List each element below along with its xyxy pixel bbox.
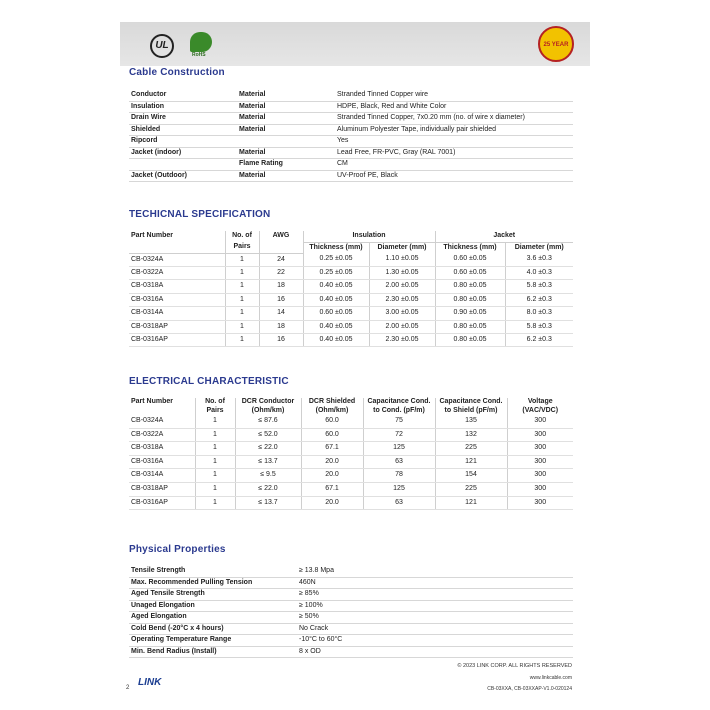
table-cell: 300 [507,469,573,483]
technical-spec-title: TECHICNAL SPECIFICATION [129,209,271,220]
property-name: Unaged Elongation [129,600,297,612]
table-cell: 300 [507,496,573,510]
table-cell: CB-0316A [129,293,225,306]
table-cell: 1 [195,482,235,496]
property-type: Flame Rating [237,159,335,171]
cable-construction-table [129,90,573,182]
property-value: Yes [335,136,573,148]
table-row [129,253,573,266]
table-row [129,566,573,577]
table-cell: CB-0324A [129,415,195,428]
property-type [237,136,335,148]
table-cell: 18 [259,280,303,293]
ul-logo: UL [150,34,174,58]
property-name: Max. Recommended Pulling Tension [129,577,297,589]
column-header: No. of Pairs [195,398,235,415]
table-cell: 300 [507,428,573,442]
table-cell: 0.80 ±0.05 [435,333,505,346]
datasheet-page [120,22,590,694]
table-cell: 1 [195,428,235,442]
col-jacket-diameter: Diameter (mm) [514,243,564,251]
table-cell: 2.30 ±0.05 [369,293,435,306]
table-row [129,293,573,306]
table-cell: CB-0322A [129,428,195,442]
table-row [129,170,573,182]
table-cell: 135 [435,415,507,428]
property-name: Shielded [129,124,237,136]
property-name: Drain Wire [129,113,237,125]
table-cell: 1 [195,415,235,428]
table-cell: 0.60 ±0.05 [303,307,369,320]
table-cell: 8.0 ±0.3 [505,307,573,320]
table-cell: ≤ 52.0 [235,428,301,442]
table-cell: 1 [195,469,235,483]
table-cell: CB-0324A [129,253,225,266]
table-cell: 0.25 ±0.05 [303,253,369,266]
physical-table [129,566,573,658]
leaf-icon [190,32,212,52]
table-cell: CB-0316A [129,455,195,469]
property-value: CM [335,159,573,171]
copyright: © 2023 LINK CORP. ALL RIGHTS RESERVED [457,663,572,669]
table-cell: 1 [225,307,259,320]
electrical-title: ELECTRICAL CHARACTERISTIC [129,376,289,387]
property-name: Operating Temperature Range [129,635,297,647]
column-header: DCR Conductor (Ohm/km) [235,398,301,415]
table-row [129,428,573,442]
col-pairs: No. of Pairs [225,231,259,253]
table-row [129,280,573,293]
table-cell: 2.00 ±0.05 [369,320,435,333]
table-row [129,415,573,428]
table-cell: 22 [259,266,303,279]
table-cell: 1 [225,253,259,266]
table-row [129,124,573,136]
table-cell: 300 [507,442,573,456]
property-name: Conductor [129,90,237,101]
table-row [129,307,573,320]
table-cell: 5.8 ±0.3 [505,280,573,293]
property-name [129,159,237,171]
table-cell: 0.25 ±0.05 [303,266,369,279]
table-row [129,623,573,635]
property-type: Material [237,101,335,113]
table-cell: 1.30 ±0.05 [369,266,435,279]
table-row [129,455,573,469]
property-value: ≥ 13.8 Mpa [297,566,573,577]
table-cell: 225 [435,442,507,456]
property-value: No Crack [297,623,573,635]
table-cell: 1 [195,496,235,510]
table-cell: 1 [225,320,259,333]
table-cell: CB-0316AP [129,333,225,346]
property-name: Ripcord [129,136,237,148]
link-logo: LINK [138,677,162,688]
table-cell: 300 [507,482,573,496]
table-cell: 67.1 [301,482,363,496]
table-cell: 16 [259,293,303,306]
table-cell: 0.90 ±0.05 [435,307,505,320]
property-value: Lead Free, FR-PVC, Gray (RAL 7001) [335,147,573,159]
column-header: Capacitance Cond. to Cond. (pF/m) [363,398,435,415]
table-cell: CB-0318A [129,280,225,293]
col-part-number: Part Number [129,231,225,253]
table-cell: 1 [195,455,235,469]
property-name: Jacket (Outdoor) [129,170,237,182]
table-cell: CB-0318AP [129,482,195,496]
technical-spec-table [129,231,573,347]
table-cell: 125 [363,482,435,496]
property-value: 460N [297,577,573,589]
table-cell: 0.40 ±0.05 [303,293,369,306]
table-cell: 300 [507,455,573,469]
table-row [129,577,573,589]
table-row [129,442,573,456]
table-cell: 20.0 [301,455,363,469]
table-cell: 0.80 ±0.05 [435,280,505,293]
table-cell: ≤ 22.0 [235,442,301,456]
cable-construction-title: Cable Construction [129,67,225,78]
table-row [129,612,573,624]
document-code: CB-03XXA, CB-03XXAP-V1.0-020124 [487,686,572,692]
col-ins-thickness: Thickness (mm) [303,242,369,253]
table-cell: 0.80 ±0.05 [435,320,505,333]
table-row [129,482,573,496]
property-value: Aluminum Polyester Tape, individually pair shielded [335,124,573,136]
table-row [129,90,573,101]
col-insulation: Insulation [303,231,435,242]
column-header: Voltage (VAC/VDC) [522,398,559,414]
table-row [129,496,573,510]
table-row [129,266,573,279]
table-cell: 18 [259,320,303,333]
table-cell: ≤ 13.7 [235,455,301,469]
table-cell: 1 [225,280,259,293]
table-cell: 5.8 ±0.3 [505,320,573,333]
table-cell: 121 [435,496,507,510]
table-cell: CB-0318A [129,442,195,456]
table-cell: 20.0 [301,496,363,510]
rohs-logo [190,32,214,56]
warranty-badge: 25 YEAR [538,26,574,62]
table-cell: CB-0314A [129,469,195,483]
table-row [129,333,573,346]
table-row [129,469,573,483]
table-cell: 0.60 ±0.05 [435,266,505,279]
table-cell: ≤ 87.6 [235,415,301,428]
table-row [129,635,573,647]
property-name: Insulation [129,101,237,113]
property-value: -10°C to 60°C [297,635,573,647]
table-cell: 72 [363,428,435,442]
table-cell: 3.6 ±0.3 [505,253,573,266]
property-value: ≥ 85% [297,589,573,601]
table-row [129,101,573,113]
table-cell: ≤ 13.7 [235,496,301,510]
table-cell: 0.40 ±0.05 [303,280,369,293]
table-cell: ≤ 9.5 [235,469,301,483]
table-cell: 78 [363,469,435,483]
table-cell: 60.0 [301,415,363,428]
table-cell: 6.2 ±0.3 [505,293,573,306]
table-cell: 6.2 ±0.3 [505,333,573,346]
table-cell: CB-0316AP [129,496,195,510]
table-cell: 16 [259,333,303,346]
table-cell: CB-0318AP [129,320,225,333]
table-cell: 63 [363,455,435,469]
table-cell: 225 [435,482,507,496]
table-row [129,320,573,333]
website-link[interactable]: www.linkcable.com [529,675,572,681]
col-ins-diameter: Diameter (mm) [369,242,435,253]
table-cell: 63 [363,496,435,510]
table-cell: 132 [435,428,507,442]
table-row [129,159,573,171]
rohs-label: RoHS [192,52,206,58]
property-value: Stranded Tinned Copper, 7x0.20 mm (no. of wire x diameter) [335,113,573,125]
column-header: Capacitance Cond. to Shield (pF/m) [435,398,507,415]
table-cell: 60.0 [301,428,363,442]
table-row [129,600,573,612]
table-row [129,113,573,125]
physical-title: Physical Properties [129,544,226,555]
table-cell: 20.0 [301,469,363,483]
page-number: 2 [126,685,130,691]
property-type: Material [237,113,335,125]
property-name: Jacket (indoor) [129,147,237,159]
electrical-table [129,398,573,510]
col-jacket-thickness: Thickness (mm) [435,242,505,253]
table-cell: 4.0 ±0.3 [505,266,573,279]
table-cell: ≤ 22.0 [235,482,301,496]
table-cell: 0.80 ±0.05 [435,293,505,306]
table-cell: 1 [225,266,259,279]
table-cell: 67.1 [301,442,363,456]
table-cell: 2.00 ±0.05 [369,280,435,293]
table-cell: 1 [195,442,235,456]
property-name: Aged Elongation [129,612,297,624]
property-value: ≥ 100% [297,600,573,612]
column-header: DCR Shielded (Ohm/km) [301,398,363,415]
table-cell: 1 [225,333,259,346]
property-value: Stranded Tinned Copper wire [335,90,573,101]
table-cell: 0.40 ±0.05 [303,333,369,346]
property-value: ≥ 50% [297,612,573,624]
table-cell: 125 [363,442,435,456]
table-cell: 1.10 ±0.05 [369,253,435,266]
table-cell: 121 [435,455,507,469]
column-header: Part Number [129,398,195,415]
table-cell: 1 [225,293,259,306]
table-cell: 3.00 ±0.05 [369,307,435,320]
table-cell: 24 [259,253,303,266]
property-value: 8 x OD [297,646,573,658]
table-cell: 0.60 ±0.05 [435,253,505,266]
table-cell: CB-0322A [129,266,225,279]
table-row [129,136,573,148]
table-cell: 300 [507,415,573,428]
property-type: Material [237,170,335,182]
table-cell: 154 [435,469,507,483]
property-value: HDPE, Black, Red and White Color [335,101,573,113]
col-awg: AWG [259,231,303,253]
property-name: Aged Tensile Strength [129,589,297,601]
property-value: UV-Proof PE, Black [335,170,573,182]
table-row [129,646,573,658]
table-row [129,589,573,601]
header-bar [120,22,590,66]
property-name: Tensile Strength [129,566,297,577]
property-name: Min. Bend Radius (Install) [129,646,297,658]
table-cell: CB-0314A [129,307,225,320]
table-cell: 2.30 ±0.05 [369,333,435,346]
table-cell: 0.40 ±0.05 [303,320,369,333]
table-cell: 14 [259,307,303,320]
col-jacket: Jacket [435,231,573,242]
property-type: Material [237,147,335,159]
property-type: Material [237,124,335,136]
property-name: Cold Bend (-20°C x 4 hours) [129,623,297,635]
property-type: Material [237,90,335,101]
table-cell: 75 [363,415,435,428]
table-row [129,147,573,159]
